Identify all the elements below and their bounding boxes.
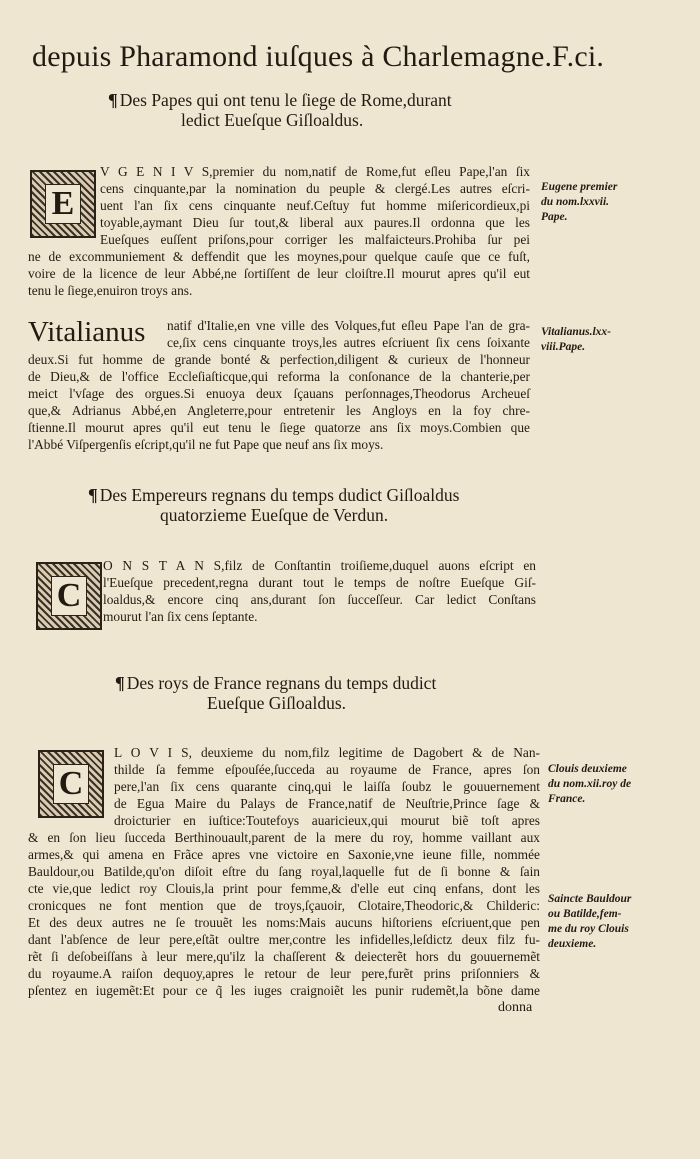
constans-line: mourut l'an ſix cens ſeptante. [103,609,258,624]
pilcrow-icon: ¶ [108,90,118,110]
kings-heading-line1: ¶ Des roys de France regnans du temps dudict [115,673,437,693]
clovis-line: cronicques ne font mention que de troys,ſçauoir, Clotaire,Theodoric,& Childeric: [28,898,540,913]
decorated-initial-c [36,562,102,630]
margin-note-clovis: Clouis deuxieme du nom.xii.roy de France. [548,763,632,805]
clovis-line: thilde ſa femme eſpouſée,ſucceda au royaume de France, apres ſon [114,762,540,777]
clovis-line: du royaume.A raiſon dequoy,apres le retour de leur pere,furẽt prins priſonniers & [28,966,540,981]
vitalianus-line: l'Abbé Viſpergenſis eſcript,qu'il ne fut Pape que neuf ans ſix moys. [28,437,384,452]
popes-heading-line1: ¶ Des Papes qui ont tenu le ſiege de Rome,durant [108,90,452,110]
clovis-line: Bauldour,ou Batilde,qu'on diſoit eſtre du ſang royal,laquelle fut de ſi bonne & ſain [28,864,540,879]
initial-letter: E [45,184,81,224]
clovis-line: Et des deux autres ne ſe trouuẽt les noms:Mais aucuns hiſtoriens eſcriuent,que pen [28,915,540,930]
eugenius-line: tenu le ſiege,enuiron troys ans. [28,283,193,298]
clovis-line: cte vie,que ledict roy Clouis,la print pour femme,& d'elle eut cinq enfans, dont les [28,881,540,896]
constans-line: loaldus,& encore cinq ans,durant ſon ſucceſſeur. Car ledict Conſtans [103,592,536,607]
clovis-line: dant l'abſence de leur pere,eſtãt oultre mer,contre les infidelles,leſdictz deux filz fu- [28,932,540,947]
eugenius-line: Eueſques euſſent priſons,pour corriger les malfaicteurs.Prohiba ſur pei [100,232,530,247]
eugenius-line: ne de excommuniement & deffendit que les moynes,pour quelque cauſe que ce fuſt, [28,249,530,264]
margin-note-eugene: Eugene premier du nom.lxxvii. Pape. [541,181,618,223]
clovis-line: pere,l'an ſix cens quarante cinq,qui le laiſſa ſoubz le gouuernement [114,779,540,794]
constans-line: O N S T A N S,filz de Conſtantin troiſieme,duquel auons eſcript en [103,558,536,573]
clovis-line: pſentez en iugemẽt:Et pour ce q̃ les iuges craignoiẽt les punir rudemẽt,la bõne dame [28,983,540,998]
catchword: donna [498,1000,533,1015]
margin-note-vitalianus: Vitalianus.lxx- viii.Pape. [541,326,611,353]
vitalianus-line: ſtienne.Il mourut apres qu'il eut tenu le ſiege quatorze ans ſix moys.Combien que [28,420,530,435]
emperors-heading-line2: quatorzieme Eueſque de Verdun. [160,505,389,525]
decorated-initial-e [30,170,96,238]
pilcrow-icon: ¶ [115,673,125,693]
clovis-line: droicturier en iuſtice:Toutefoys auaricieux,qui mourut biẽ toſt apres [114,813,540,828]
margin-note-bauldour: Saincte Bauldour ou Batilde,fem- me du roy Clouis deuxieme. [548,893,632,950]
eugenius-line: voire de la licence de leur Abbé,ne ſortiſſent de leur cloiſtre.Il mourut apres qu'il eut [28,266,530,281]
vitalianus-line: deux.Si fut homme de grande bonté & perfection,diligent & curieux de l'honneur [28,352,530,367]
vitalianus-name: Vitalianus [28,316,146,348]
eugenius-line: toyable,aymant Dieu ſur tout,& liberal aux paures.Il ordonna que les [100,215,530,230]
kings-heading-line2: Eueſque Giſloaldus. [207,693,347,713]
popes-heading-line2: ledict Eueſque Giſloaldus. [181,110,364,130]
vitalianus-line: de Dieu,& de l'office Eccleſiaſticque,qui reforma la conſonance de la chanterie,per [28,369,530,384]
decorated-initial-c [38,750,104,818]
vitalianus-line: que,& Adrianus Abbé,en Angleterre,pour entretenir les Angloys en la foy chre- [28,403,530,418]
clovis-line: armes,& qui amena en Frãce apres vne victoire en Saxonie,vne ieune fille, nommée [28,847,540,862]
clovis-line: & en ſon lieu ſucceda Berthinouault,parent de la mere du roy, homme vaillant aux [28,830,540,845]
emperors-heading-line1: ¶ Des Empereurs regnans du temps dudict Giſloaldus [88,485,460,505]
running-header: depuis Pharamond iuſques à Charlemagne.F.ci. [32,40,605,73]
constans-line: l'Eueſque precedent,regna durant tout le temps de noſtre Eueſque Giſ- [103,575,536,590]
pilcrow-icon: ¶ [88,485,98,505]
vitalianus-line: natif d'Italie,en vne ville des Volques,fut eſleu Pape l'an de gra- [167,318,530,333]
vitalianus-line: ce,ſix cens cinquante troys,les autres eſcriuent ſix cens ſoixante [167,335,530,350]
eugenius-line: uent l'an ſix cens cinquante neuf.Ceſtuy fut homme miſericordieux,pi [100,198,530,213]
clovis-line: L O V I S, deuxieme du nom,filz legitime de Dagobert & de Nan- [114,745,540,760]
vitalianus-line: meict l'vſage des orgues.Si enuoya deux ſçauans perſonnages,Theodorus Archeueſ [28,386,530,401]
initial-letter: C [53,764,89,804]
clovis-line: de Egua Maire du Palays de France,natif de Neuſtrie,Prince ſage & [114,796,540,811]
eugenius-line: V G E N I V S,premier du nom,natif de Rome,fut eſleu Pape,l'an ſix [100,164,530,179]
initial-letter: C [51,576,87,616]
eugenius-line: cens cinquante,par la nomination du peuple & clergé.Les autres eſcri- [100,181,530,196]
clovis-line: rẽt ſi deſobeiſſans à leur mere,qu'ilz la chaſſerent & deiecterẽt hors du gouuernemẽt [28,949,540,964]
